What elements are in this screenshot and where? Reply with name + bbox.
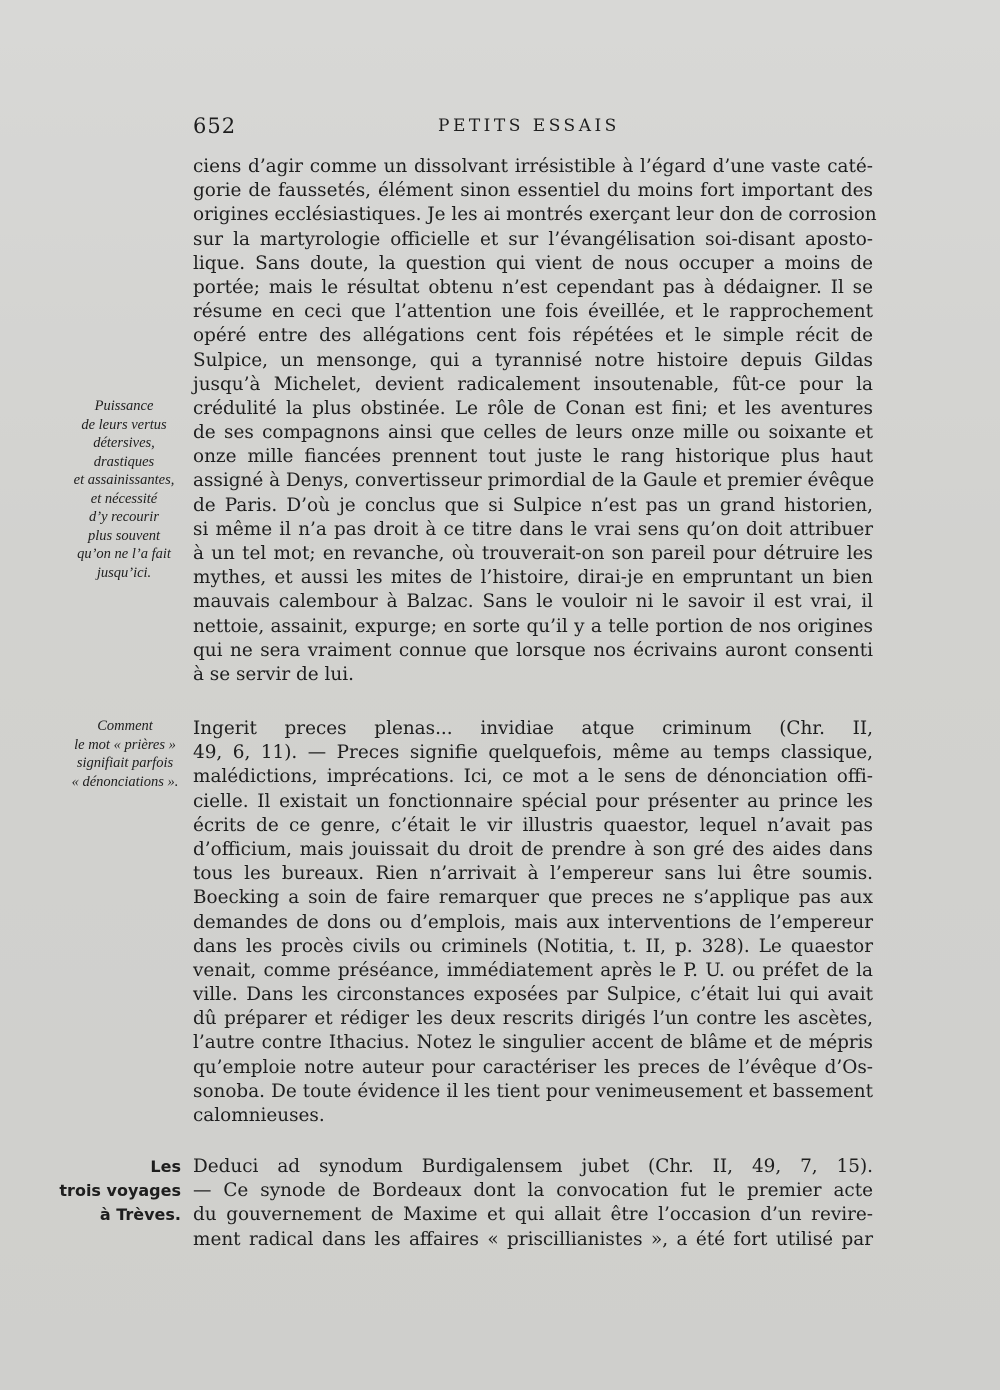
margin-note-line: jusqu’ici. [96, 564, 152, 581]
margin-note-line: Puissance [94, 398, 154, 414]
text-line: mauvais calembour à Balzac. Sans le vouloir ni le savoir il est vrai, il [193, 591, 873, 613]
text-line: de ses compagnons ainsi que celles de leurs onze mille ou soixante et [193, 422, 873, 444]
running-head [190, 114, 880, 140]
margin-note-line: et nécessité [90, 490, 158, 507]
text-line: l’autre contre Ithacius. Notez le singulier accent de blâme et de mépris [193, 1032, 873, 1054]
paragraph-continuation [193, 155, 877, 687]
margin-note-line: plus souvent [87, 527, 161, 544]
running-title: PETITS ESSAIS [438, 116, 620, 136]
text-line: si même il n’a pas droit à ce titre dans le vrai sens qu’on doit attribuer [193, 518, 873, 540]
text-line-heading: Ingerit preces plenas... invidiae atque criminum (Chr. II, [193, 718, 873, 739]
text-line: jusqu’à Michelet, devient radicalement insoutenable, fût-ce pour la [193, 373, 873, 395]
text-line: sur la martyrologie officielle et sur l’évangélisation soi-disant aposto- [193, 228, 873, 250]
text-line: origines ecclésiastiques. Je les ai montrés exerçant leur don de corrosion [193, 204, 877, 226]
margin-note-line: « dénonciations ». [71, 773, 179, 790]
text-line: qui ne sera vraiment connue que lorsque nos écrivains auront consenti [193, 639, 873, 661]
text-line: calomnieuses. [193, 1105, 325, 1126]
text-line: assigné à Denys, convertisseur primordial de la Gaule et premier évêque [193, 470, 875, 492]
text-line: Boecking a soin de faire remarquer que preces ne s’applique pas aux [193, 887, 873, 909]
margin-note-line: de leurs vertus [81, 416, 167, 433]
margin-note-line: trois voyages [59, 1181, 181, 1200]
text-line: ment radical dans les affaires « priscillianistes », a été fort utilisé par [193, 1228, 873, 1250]
margin-note-line: à Trèves. [99, 1205, 181, 1224]
margin-note-line: Comment [97, 718, 153, 734]
text-line: demandes de dons ou d’emplois, mais aux interventions de l’empereur [193, 911, 873, 933]
text-line: venait, comme préséance, immédiatement après le P. U. ou préfet de la [193, 959, 873, 981]
margin-note-line: signifiait parfois [76, 755, 174, 771]
text-line: lique. Sans doute, la question qui vient de nous occuper a moins de [193, 252, 873, 274]
text-line: ciens d’agir comme un dissolvant irrésistible à l’égard d’une vaste caté- [193, 156, 873, 177]
page-number: 652 [193, 114, 237, 138]
text-line: malédictions, imprécations. Ici, ce mot a le sens de dénonciation offi- [193, 766, 873, 788]
text-line: écrits de ce genre, c’était le vir illustris quaestor, lequel n’avait pas [193, 814, 873, 836]
text-line: — Ce synode de Bordeaux dont la convocation fut le premier acte [193, 1180, 873, 1202]
text-line: mythes, et aussi les mites de l’histoire, dirai-je en empruntant un bien [193, 567, 873, 589]
text-line: résume en ceci que l’attention une fois éveillée, et le rapprochement [193, 301, 873, 323]
text-line: 49, 6, 11). — Preces signifie quelquefois, même au temps classique, [193, 742, 873, 764]
paragraph-preces [193, 717, 873, 1128]
margin-note-comment [60, 717, 190, 791]
text-line: nettoie, assainit, expurge; en sorte qu’il y a telle portion de nos origines [193, 615, 873, 637]
text-line: ville. Dans les circonstances exposées par Sulpice, c’était lui qui avait [193, 984, 873, 1006]
text-line: onze mille fiancées prennent tout juste le rang historique plus haut [193, 446, 873, 468]
margin-note-line: qu’on ne l’a fait [77, 546, 171, 562]
margin-note-line: et assainissantes, [73, 472, 175, 488]
text-line: dans les procès civils ou criminels (Notitia, t. II, p. 328). Le quaestor [193, 935, 873, 957]
text-line: d’officium, mais jouissait du droit de prendre à son gré des aides dans [193, 838, 873, 860]
text-line: qu’emploie notre auteur pour caractériser les preces de l’évêque d’Os- [193, 1056, 873, 1078]
paragraph-deduci [193, 1155, 873, 1252]
text-line: à se servir de lui. [193, 663, 354, 685]
text-line: Sulpice, un mensonge, qui a tyrannisé notre histoire depuis Gildas [193, 349, 873, 371]
text-line: sonoba. De toute évidence il les tient pour venimeusement et bassement [193, 1080, 873, 1102]
text-line: du gouvernement de Maxime et qui allait être l’occasion d’un revire- [193, 1204, 873, 1226]
text-line: à un tel mot; en revanche, où trouverait-on son pareil pour détruire les [193, 543, 873, 564]
text-line: dû préparer et rédiger les deux rescrits dirigés l’un contre les ascètes, [193, 1008, 873, 1030]
text-line: gorie de faussetés, élément sinon essentiel du moins fort important des [193, 180, 873, 202]
margin-note-puissance [62, 397, 186, 582]
text-line: cielle. Il existait un fonctionnaire spécial pour présenter au prince les [193, 790, 873, 812]
margin-note-line: le mot « prières » [74, 736, 176, 753]
margin-note-treves [55, 1155, 181, 1227]
text-line: crédulité la plus obstinée. Le rôle de Conan est fini; et les aventures [193, 397, 873, 419]
text-line: portée; mais le résultat obtenu n’est cependant pas à dédaigner. Il se [193, 276, 873, 298]
text-line: tous les bureaux. Rien n’arrivait à l’empereur sans lui être soumis. [193, 863, 873, 885]
margin-note-line: d’y recourir [89, 509, 159, 525]
text-line: de Paris. D’où je conclus que si Sulpice n’est pas un grand historien, [193, 494, 873, 516]
margin-note-line: drastiques [93, 453, 155, 470]
margin-note-line: Les [150, 1157, 181, 1176]
text-line: opéré entre des allégations cent fois répétées et le simple récit de [193, 325, 873, 347]
text-line-heading: Deduci ad synodum Burdigalensem jubet (Chr. II, 49, 7, 15). [193, 1156, 873, 1177]
margin-note-line: détersives, [93, 435, 155, 451]
